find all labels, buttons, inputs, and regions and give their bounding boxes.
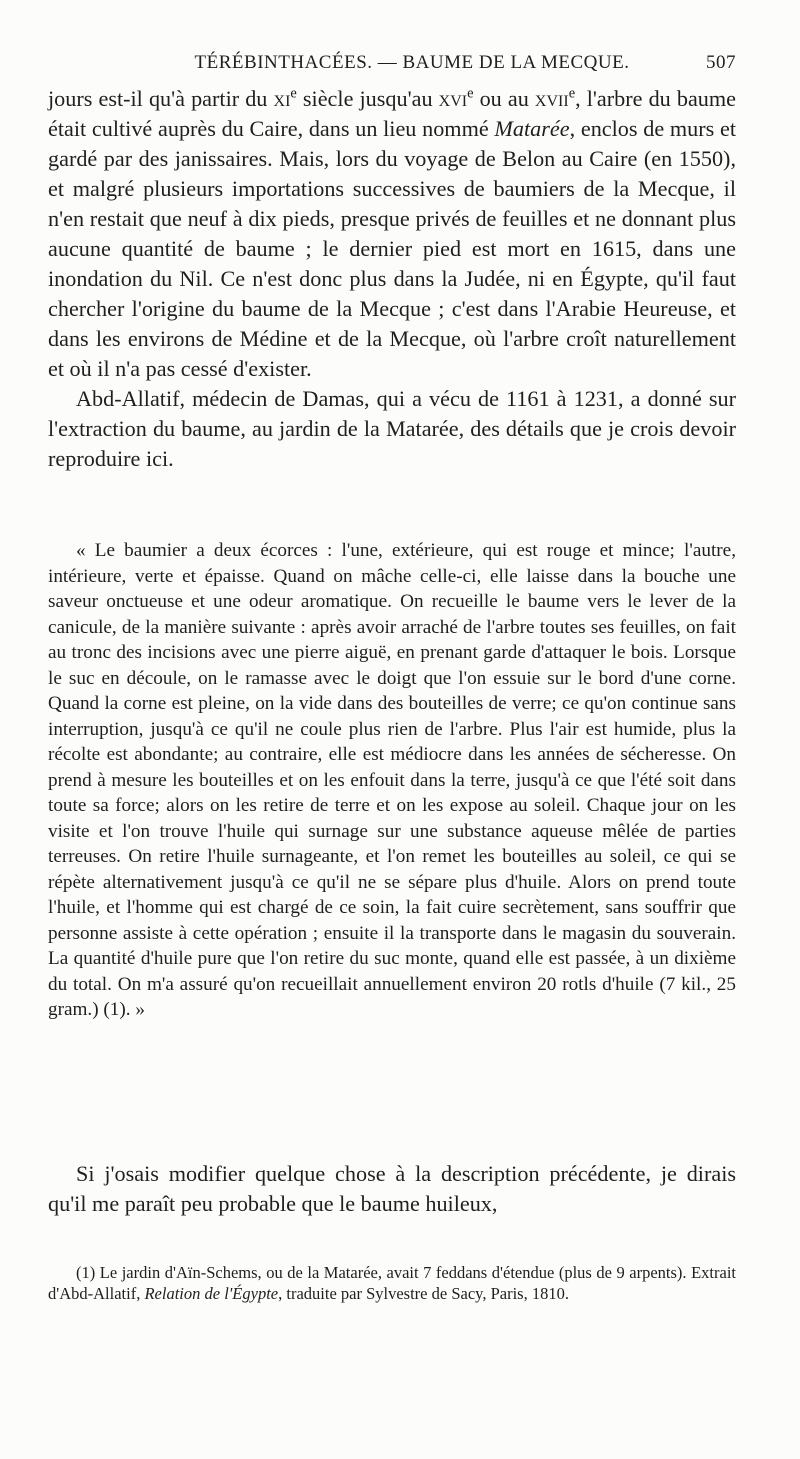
quoted-passage: « Le baumier a deux écorces : l'une, extérieure, qui est rouge et mince; l'autre, intérieure, verte et épaisse. Quand on mâche celle-ci, elle laisse dans la bouche une saveur onctueuse et une odeur aromatique. On recueille le baume vers le lever de la canicule, de la manière suivante : après avoir arraché de l'arbre toutes ses feuilles, on fait au tronc des incisions avec une pierre aiguë, en prenant garde d'attaquer le bois. Lorsque le suc en découle, on le ramasse avec le doigt que l'on essuie sur le bord d'une corne. Quand la corne est pleine, on la vide dans des bouteilles de verre; ce qu'on continue sans interruption, jusqu'à ce qu'il ne coule plus rien de l'arbre. Plus l'air est humide, plus la récolte est abondante; au contraire, elle est médiocre dans les années de sécheresse. On prend à mesure les bouteilles et on les enfouit dans la terre, jusqu'à ce que l'été soit dans toute sa force; alors on les retire de terre et on les expose au soleil. Chaque jour on les visite et l'on trouve l'huile qui surnage sur une substance aqueuse mêlée de parties terreuses. On retire l'huile surnageante, et l'on remet les bouteilles au soleil, ce qui se répète alternativement jusqu'à ce qu'il ne se sépare plus d'huile. Alors on prend toute l'huile, et l'homme qui est chargé de ce soin, la fait cuire secrètement, sans souffrir que personne assiste à cette opération ; ensuite il la transporte dans le magasin du souverain. La quantité d'huile pure que l'on retire du suc monte, quand elle est passée, à un dixième du total. On m'a assuré qu'on recueillait annuellement environ 20 rotls d'huile (7 kil., 25 gram.) (1). » [48, 540, 736, 1020]
closing-paragraph: Si j'osais modifier quelque chose à la description précédente, je dirais qu'il me paraît peu probable que le baume huileux, [48, 1161, 736, 1216]
footnote: (1) Le jardin d'Aïn-Schems, ou de la Matarée, avait 7 feddans d'étendue (plus de 9 arpents). Extrait d'Abd-Allatif, Relation de l'Égypte, traduite par Sylvestre de Sacy, Paris, 1810. [48, 1263, 736, 1303]
book-title-italic: Relation de l'Égypte [144, 1284, 279, 1303]
page-number: 507 [706, 52, 736, 73]
place-name-italic: Matarée [494, 116, 570, 141]
paragraph-1: jours est-il qu'à partir du $xi^e$ siècle jusqu'au xvi$^e$ ou au xvii$^e$, l'arbre du baume était cultivé auprès du Caire, dans un lieu nommé Matarée, enclos de murs et gardé par des janissaires. Mais, lors du voyage de Belon au Caire (en 1550), et malgré plusieurs importations successives de baumiers de la Mecque, il n'en restait que neuf à dix pieds, presque privés de feuilles et ne donnant plus aucune quantité de baume ; le dernier pied est mort en 1615, dans une inondation du Nil. Ce n'est donc plus dans la Judée, ni en Égypte, qu'il faut chercher l'origine du baume de la Mecque ; c'est dans l'Arabie Heureuse, et dans les environs de Médine et de la Mecque, où l'arbre croît naturellement et où il n'a pas cessé d'exister. [48, 85, 737, 381]
paragraph-2: Abd-Allatif, médecin de Damas, qui a vécu de 1161 à 1231, a donné sur l'extraction du baume, au jardin de la Matarée, des détails que je crois devoir reproduire ici. [48, 386, 736, 471]
running-title: TÉRÉBINTHACÉES. — BAUME DE LA MECQUE. [194, 52, 630, 73]
page-header [48, 52, 736, 74]
main-text [48, 84, 736, 474]
